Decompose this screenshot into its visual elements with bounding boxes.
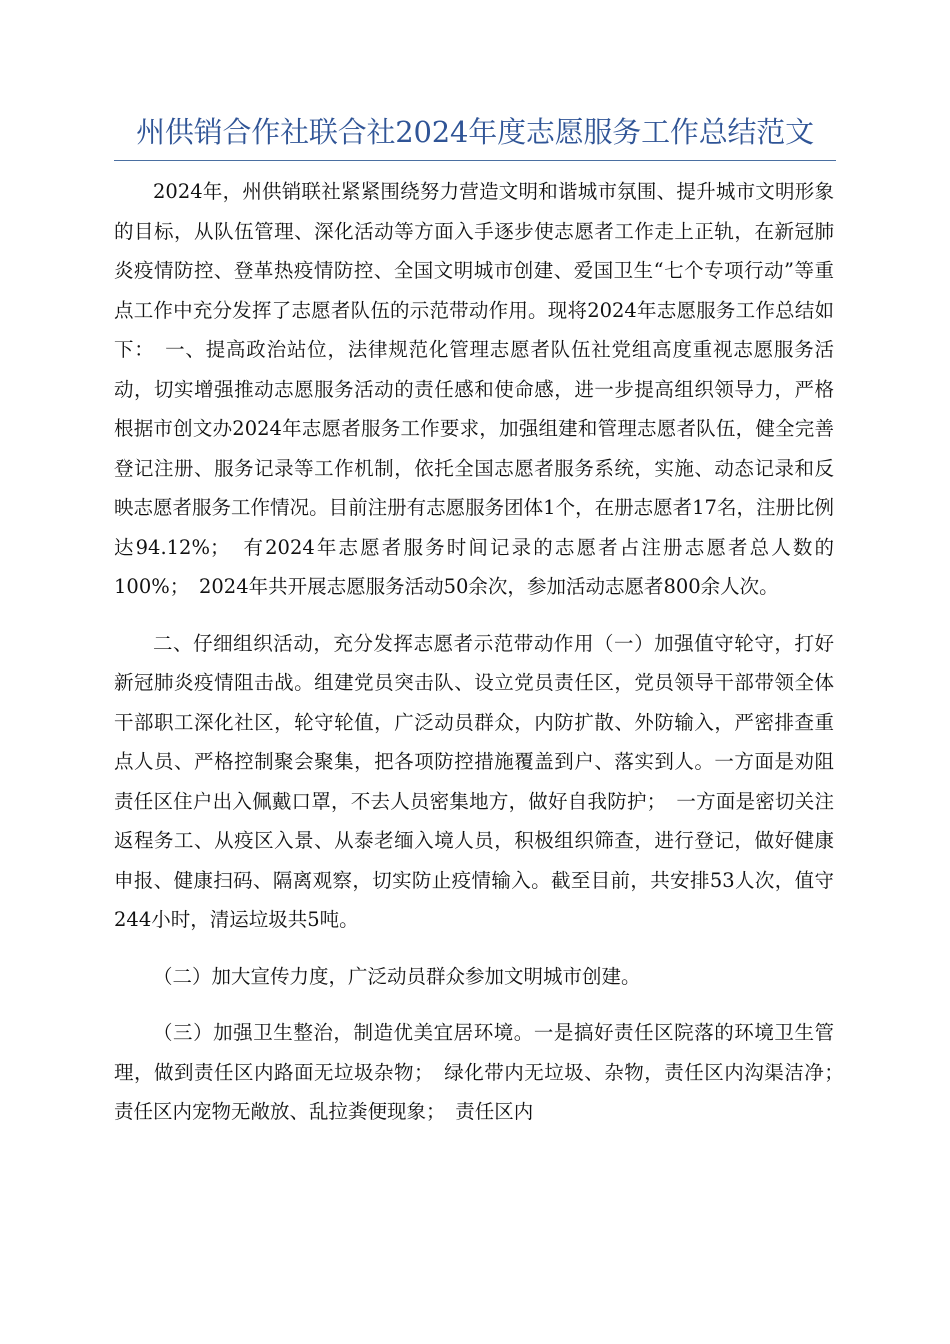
paragraph-summary-intro: 2024年，州供销联社紧紧围绕努力营造文明和谐城市氛围、提升城市文明形象的目标，从队伍管理、深化活动等方面入手逐步使志愿者工作走上正轨，在新冠肺炎疫情防控、登革热疫情防控、全国文明城市创建、爱国卫生“七个专项行动”等重点工作中充分发挥了志愿者队伍的示范带动作用。现将2024年志愿服务工作总结如下： 一、提高政治站位，法律规范化管理志愿者队伍社党组高度重视志愿服务活动，切实增强推动志愿服务活动的责任感和使命感，进一步提高组织领导力，严格根据市创文办2024年志愿者服务工作要求，加强组建和管理志愿者队伍，健全完善登记注册、服务记录等工作机制，依托全国志愿者服务系统，实施、动态记录和反映志愿者服务工作情况。目前注册有志愿服务团体1个，在册志愿者17名，注册比例达94.12%； 有2024年志愿者服务时间记录的志愿者占注册志愿者总人数的100%； 2024年共开展志愿服务活动50余次，参加活动志愿者800余人次。 [114,180,834,598]
paragraph-activities: 二、仔细组织活动，充分发挥志愿者示范带动作用（一）加强值守轮守，打好新冠肺炎疫情阻击战。组建党员突击队、设立党员责任区，党员领导干部带领全体干部职工深化社区，轮守轮值，广泛动员群众，内防扩散、外防输入，严密排查重点人员、严格控制聚会聚集，把各项防控措施覆盖到户、落实到人。一方面是劝阻责任区住户出入佩戴口罩，不去人员密集地方，做好自我防护； 一方面是密切关注返程务工、从疫区入景、从泰老缅入境人员，积极组织筛查，进行登记，做好健康申报、健康扫码、隔离观察，切实防止疫情输入。截至目前，共安排53人次，值守244小时，清运垃圾共5吨。 [114,631,834,931]
document-title: 州供销合作社联合社2024年度志愿服务工作总结范文 [114,112,836,161]
paragraph-sanitation: （三）加强卫生整治，制造优美宜居环境。一是搞好责任区院落的环境卫生管理，做到责任区内路面无垃圾杂物； 绿化带内无垃圾、杂物，责任区内沟渠洁净； 责任区内宠物无敞放、乱拉粪便现象； 责任区内 [114,1021,854,1123]
document-body [114,172,854,1149]
paragraph-publicity: （二）加大宣传力度，广泛动员群众参加文明城市创建。 [153,964,641,988]
